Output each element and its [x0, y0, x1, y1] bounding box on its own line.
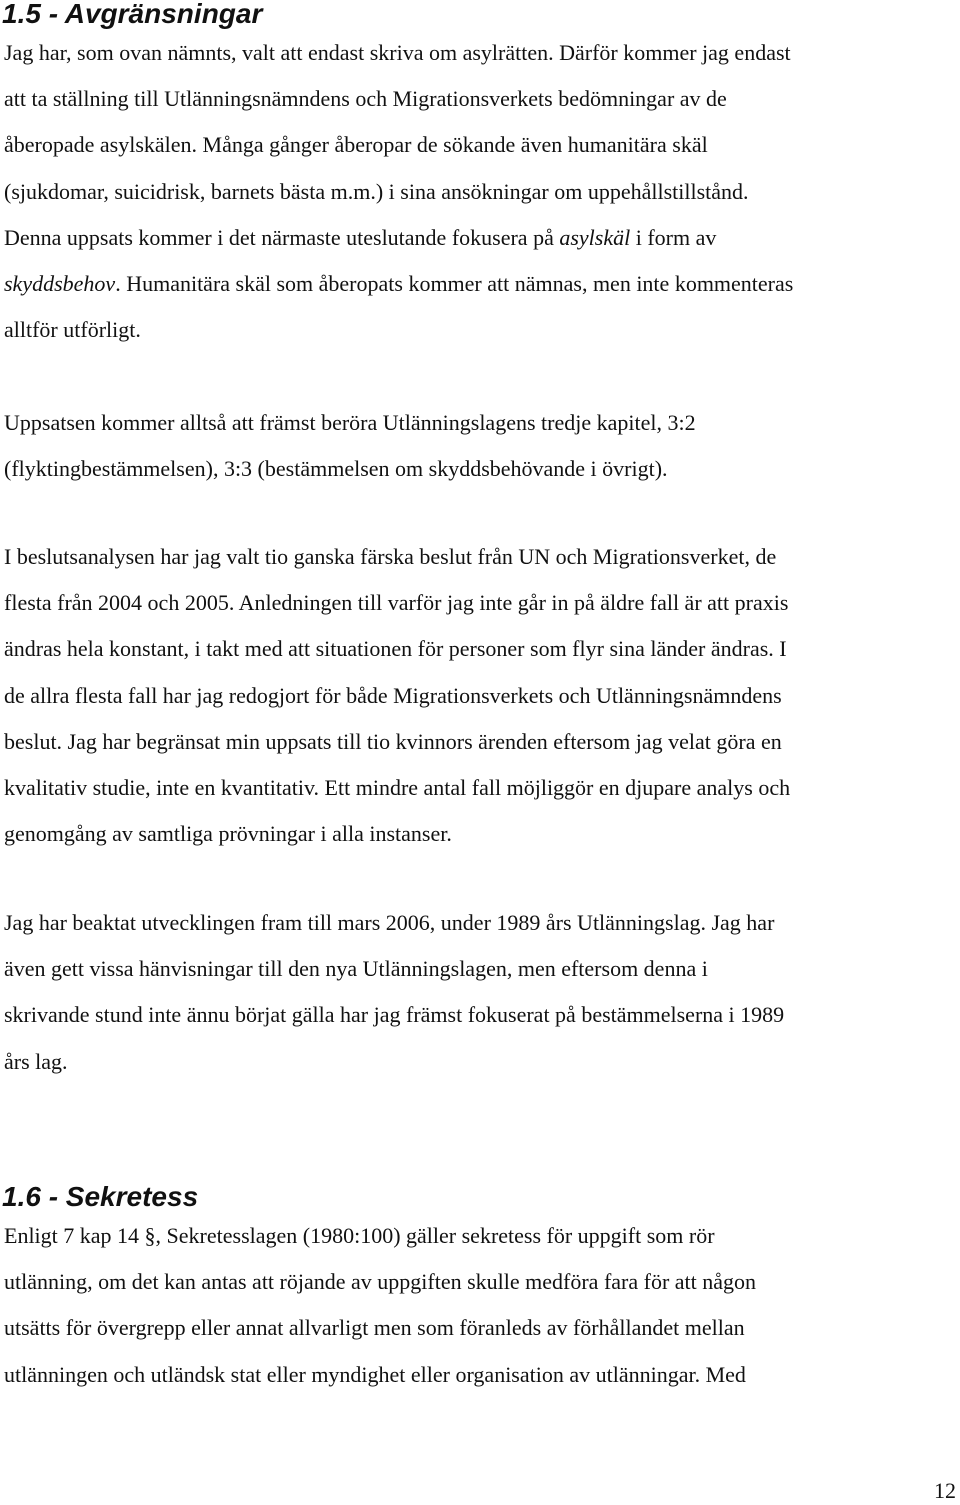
- text-line: ändras hela konstant, i takt med att situationen för personer som flyr sina länder ändras. I: [4, 636, 787, 662]
- text-line: (sjukdomar, suicidrisk, barnets bästa m.m.) i sina ansökningar om uppehållstillstånd.: [4, 178, 749, 204]
- paragraph-chapters: [4, 400, 956, 492]
- italic-term-skyddsbehov: skyddsbehov: [4, 270, 116, 296]
- text-line: utsätts för övergrepp eller annat allvarligt men som föranleds av förhållandet mellan: [4, 1315, 745, 1341]
- text-line: Uppsatsen kommer alltså att främst beröra Utlänningslagens tredje kapitel, 3:2: [4, 410, 696, 435]
- section-heading-avgransningar: 1.5 - Avgränsningar: [2, 0, 263, 29]
- text-line: Jag har beaktat utvecklingen fram till mars 2006, under 1989 års Utlänningslag. Jag har: [4, 910, 775, 935]
- text-line: Enligt 7 kap 14 §, Sekretesslagen (1980:100) gäller sekretess för uppgift som rör: [4, 1223, 715, 1248]
- text-line: alltför utförligt.: [4, 317, 141, 343]
- text-line: [4, 261, 956, 307]
- paragraph-confidentiality: [4, 1213, 956, 1398]
- text-line: [4, 215, 956, 261]
- text-line: utlänning, om det kan antas att röjande av uppgiften skulle medföra fara för att någon: [4, 1269, 757, 1295]
- page-number: 12: [934, 1478, 956, 1503]
- paragraph-scope: [4, 30, 956, 353]
- text-run: i form av: [630, 224, 717, 250]
- text-line: Jag har, som ovan nämnts, valt att endast skriva om asylrätten. Därför kommer jag endast: [4, 40, 791, 65]
- text-line: även gett vissa hänvisningar till den nya Utlänningslagen, men eftersom denna i: [4, 956, 708, 982]
- section-heading-sekretess: 1.6 - Sekretess: [2, 1181, 199, 1212]
- text-run: . Humanitära skäl som åberopats kommer att nämnas, men inte kommenteras: [115, 270, 794, 296]
- paragraph-timeframe: [4, 900, 956, 1085]
- paragraph-decision-analysis: [4, 534, 956, 857]
- text-line: kvalitativ studie, inte en kvantitativ. Ett mindre antal fall möjliggör en djupare analys och: [4, 774, 791, 800]
- italic-term-asylskal: asylskäl: [559, 224, 631, 250]
- text-run: Denna uppsats kommer i det närmaste uteslutande fokusera på: [4, 224, 560, 250]
- text-line: I beslutsanalysen har jag valt tio ganska färska beslut från UN och Migrationsverket, de: [4, 544, 777, 569]
- text-line: genomgång av samtliga prövningar i alla instanser.: [4, 821, 452, 847]
- text-line: flesta från 2004 och 2005. Anledningen till varför jag inte går in på äldre fall är att praxis: [4, 590, 789, 616]
- text-line: utlänningen och utländsk stat eller myndighet eller organisation av utlänningar. Med: [4, 1361, 746, 1387]
- text-line: åberopade asylskälen. Många gånger åberopar de sökande även humanitära skäl: [4, 132, 708, 158]
- text-line: de allra flesta fall har jag redogjort för både Migrationsverkets och Utlänningsnämndens: [4, 682, 782, 708]
- text-line: beslut. Jag har begränsat min uppsats till tio kvinnors ärenden eftersom jag velat göra en: [4, 728, 782, 754]
- text-line: att ta ställning till Utlänningsnämndens och Migrationsverkets bedömningar av de: [4, 86, 727, 112]
- text-line: års lag.: [4, 1048, 68, 1074]
- text-line: skrivande stund inte ännu börjat gälla har jag främst fokuserat på bestämmelserna i 1989: [4, 1002, 785, 1028]
- text-line: (flyktingbestämmelsen), 3:3 (bestämmelsen om skyddsbehövande i övrigt).: [4, 456, 668, 482]
